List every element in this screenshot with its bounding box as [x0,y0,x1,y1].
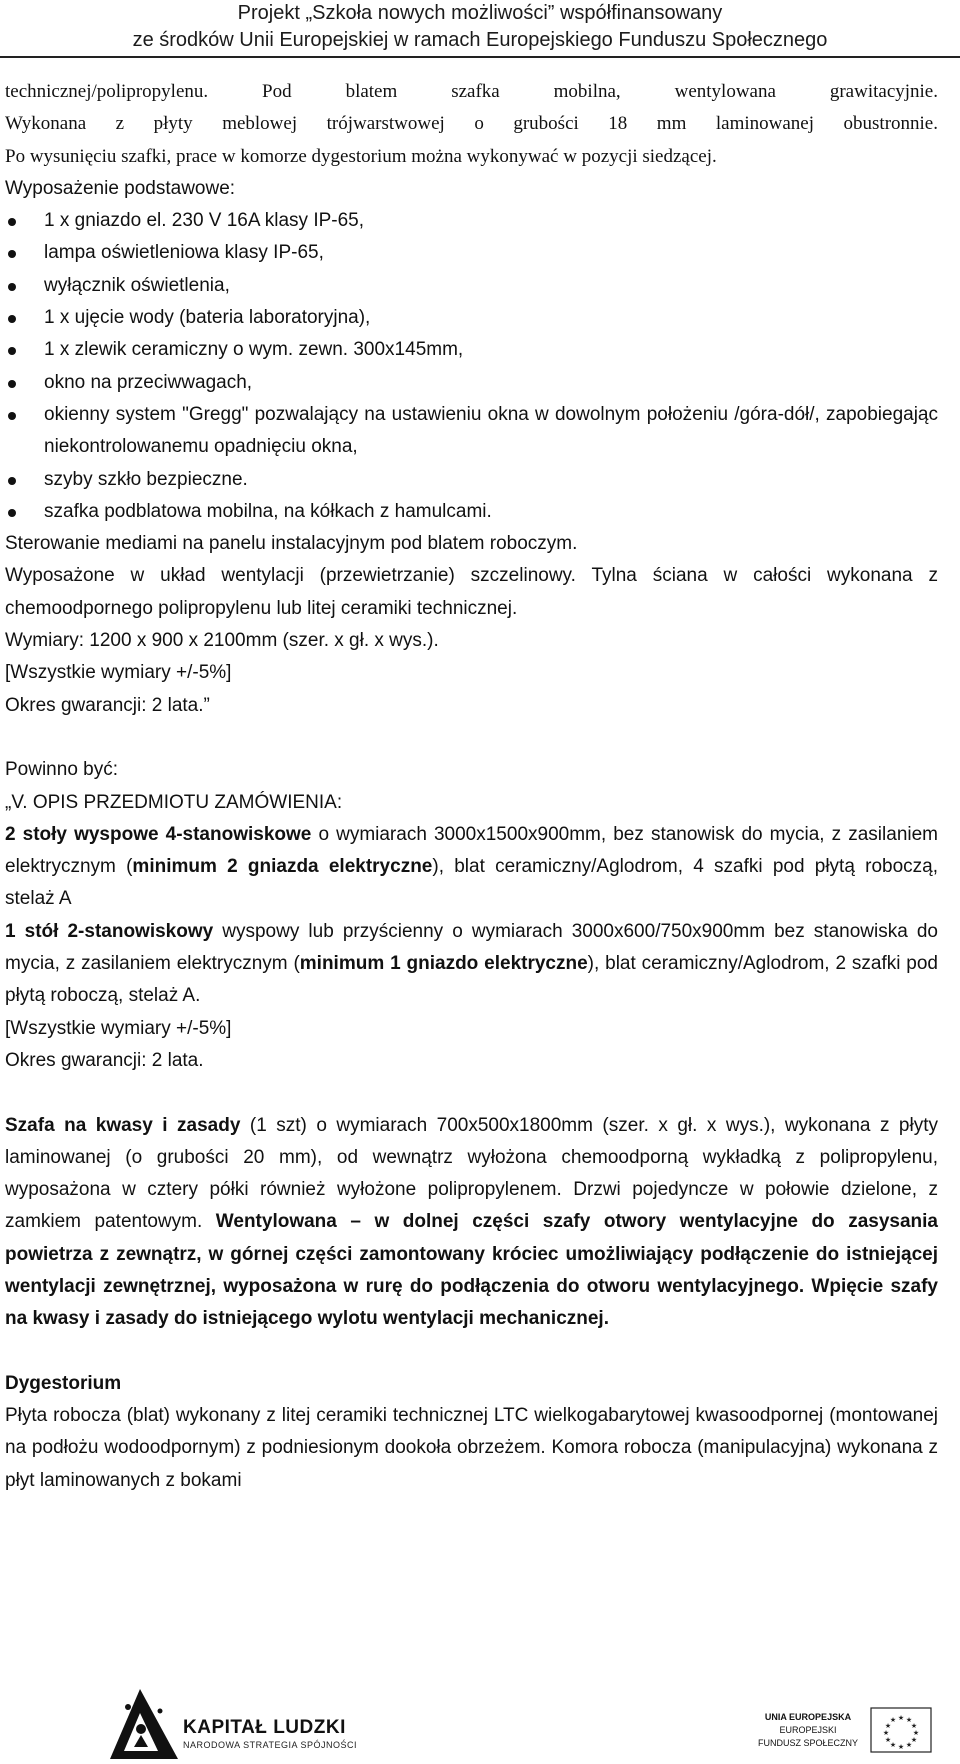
svg-text:★: ★ [905,1716,913,1724]
paragraph: Płyta robocza (blat) wykonany z litej ceramiki technicznej LTC wielkogabarytowej kwasoodpornej (montowanej na podłożu wodoodpornym) z podniesionym dookoła obrzeżem. Komora robocza (manipulacyjna) wykonana z płyt laminowanych z bokami [5,1405,938,1491]
bold-text: Szafa na kwasy i zasady [5,1114,241,1136]
eu-fund-text: UNIA EUROPEJSKA EUROPEJSKI FUNDUSZ SPOŁECZNY [757,1712,858,1748]
paragraph: Wyposażone w układ wentylacji (przewietrzanie) szczelinowy. Tylna ściana w całości wykonana z chemoodpornego polipropylenu lub litej ceramiki technicznej. [5,565,938,619]
svg-text:★: ★ [889,1716,897,1724]
section-title: „V. OPIS PRZEDMIOTU ZAMÓWIENIA: [5,791,343,813]
kapital-ludzki-emblem-icon [110,1689,178,1759]
svg-text:★: ★ [897,1743,905,1751]
svg-text:★: ★ [897,1714,905,1722]
equipment-heading: Wyposażenie podstawowe: [5,177,236,199]
svg-text:★: ★ [912,1729,920,1737]
warranty-line: Okres gwarancji: 2 lata. [5,1049,204,1071]
list-item: 1 x gniazdo el. 230 V 16A klasy IP-65, [5,205,938,237]
bold-text: Wentylowana – w dolnej części szafy otwory wentylacyjne do zasysania powietrza z zewnątrz, w górnej części zamontowany króciec umożliwiający podłączenie do istniejącej wentylacji zewnętrznej, wyposażona w rurę do podłączenia do otworu wentylacyjnego. Wpięcie szafy na kwasy i zasady do istniejącego wylotu wentylacji mechanicznej. [5,1211,938,1330]
paragraph: Wykonana z płyty meblowej trójwarstwowej o grubości 18 mm laminowanej obustronnie. [5,113,938,135]
page-footer [0,1675,960,1764]
list-item: wyłącznik oświetlenia, [5,270,938,302]
list-item: okno na przeciwwagach, [5,367,938,399]
svg-text:★: ★ [882,1729,890,1737]
list-item: 1 x zlewik ceramiczny o wym. zewn. 300x145mm, [5,334,938,366]
list-item: okienny system "Gregg" pozwalający na ustawieniu okna w dowolnym położeniu /góra-dół/, zapobiegając niekontrolowanemu opadnięciu okna, [5,399,938,464]
island-tables-paragraph: 2 stoły wyspowe 4-stanowiskowe o wymiarach 3000x1500x900mm, bez stanowisk do mycia, z zasilaniem elektrycznym (minimum 2 gniazda elektryczne), blat ceramiczny/Aglodrom, 4 szafki pod płytą roboczą, stelaż A [5,823,939,910]
dimensions-line: Wymiary: 1200 x 900 x 2100mm (szer. x gł. x wys.). [5,630,439,652]
bold-text: 1 stół 2-stanowiskowy [5,920,214,942]
paragraph: technicznej/polipropylenu. Pod blatem szafka mobilna, wentylowana grawitacyjnie. [5,81,938,102]
bold-text: minimum 1 gniazdo elektryczne [299,953,588,975]
svg-text:★: ★ [910,1722,918,1730]
list-item: 1 x ujęcie wody (bateria laboratoryjna), [5,302,938,334]
page-header [0,0,960,54]
should-be-label: Powinno być: [5,759,119,781]
logo-subtitle: NARODOWA STRATEGIA SPÓJNOŚCI [183,1740,358,1750]
tolerance-line: [Wszystkie wymiary +/-5%] [5,662,232,684]
document-body [5,76,938,1497]
header-divider [0,56,960,58]
tolerance-line: [Wszystkie wymiary +/-5%] [5,1017,232,1039]
logo-title: KAPITAŁ LUDZKI [183,1717,346,1738]
svg-text:★: ★ [910,1736,918,1744]
kapital-ludzki-logo [110,1689,358,1759]
bold-text: minimum 2 gniazda elektryczne [132,856,433,878]
svg-text:★: ★ [905,1741,913,1749]
list-item: lampa oświetleniowa klasy IP-65, [5,237,938,269]
paragraph: Sterowanie mediami na panelu instalacyjnym pod blatem roboczym. [5,533,578,555]
acid-cabinet-paragraph: Szafa na kwasy i zasady (1 szt) o wymiarach 700x500x1800mm (szer. x gł. x wys.), wykonana z płyty laminowanej (o grubości 20 mm), od wewnątrz wyłożona chemoodporną wykładką z polipropylenu, wyposażona w cztery półki również wyłożone polipropylenem. Drzwi pojedyncze w połowie dzielone, z zamkiem patentowym. Wentylowana – w dolnej części szafy otwory wentylacyjne do zasysania powietrza z zewnątrz, w górnej części zamontowany króciec umożliwiający podłączenie do istniejącej wentylacji zewnętrznej, wyposażona w rurę do podłączenia do otworu wentylacyjnego. Wpięcie szafy na kwasy i zasady do istniejącego wylotu wentylacji mechanicznej. [5,1114,938,1330]
equipment-list [5,205,938,528]
svg-text:★: ★ [884,1722,892,1730]
warranty-line: Okres gwarancji: 2 lata.” [5,694,210,716]
paragraph: Po wysunięciu szafki, prace w komorze dygestorium można wykonywać w pozycji siedzącej. [5,145,717,167]
bold-text: 2 stoły wyspowe 4-stanowiskowe [5,823,312,845]
section-heading: Dygestorium [5,1372,122,1394]
header-line-2: ze środków Unii Europejskiej w ramach Europejskiego Funduszu Społecznego [132,29,828,51]
svg-text:★: ★ [889,1741,897,1749]
eu-fund-logo [738,1705,938,1761]
list-item: szafka podblatowa mobilna, na kółkach z hamulcami. [5,496,938,528]
svg-text:★: ★ [884,1736,892,1744]
eu-flag-icon [870,1707,932,1753]
table-paragraph: 1 stół 2-stanowiskowy wyspowy lub przyścienny o wymiarach 3000x600/750x900mm bez stanowiska do mycia, z zasilaniem elektrycznym (minimum 1 gniazdo elektryczne), blat ceramiczny/Aglodrom, 2 szafki pod płytą roboczą, stelaż A. [5,920,938,1007]
header-line-1: Projekt „Szkoła nowych możliwości” współfinansowany [237,2,723,24]
list-item: szyby szkło bezpieczne. [5,464,938,496]
